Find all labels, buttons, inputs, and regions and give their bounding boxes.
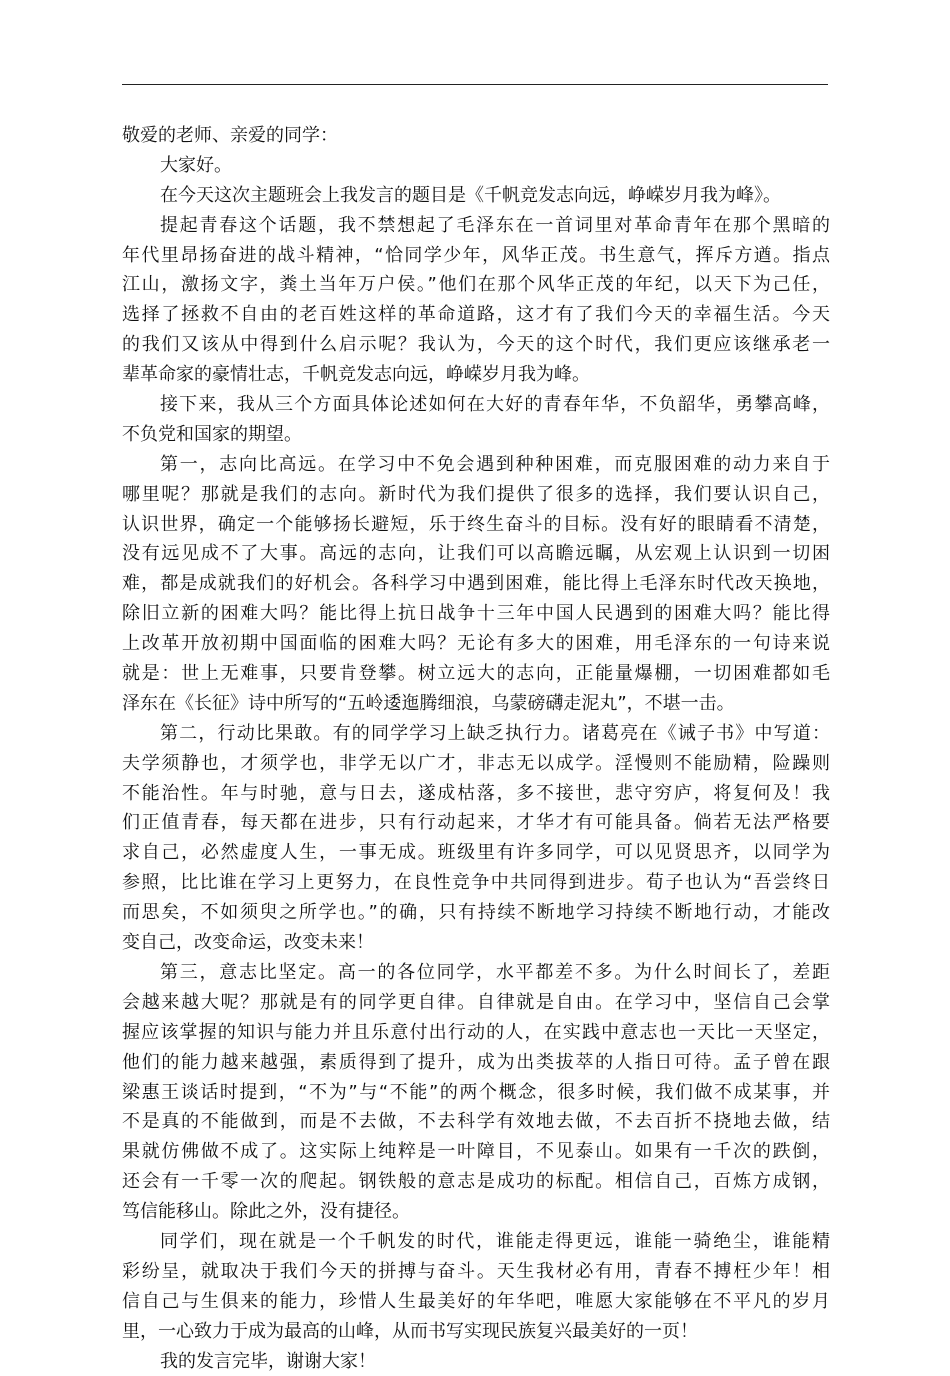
text-line: 第三，意志比坚定。高一的各位同学，水平都差不多。为什么时间长了，差距	[160, 961, 830, 983]
text-line: 会越来越大呢？那就是有的同学更自律。自律就是自由。在学习中，坚信自己会掌	[122, 991, 830, 1013]
text-line: 不负党和国家的期望。	[122, 423, 302, 445]
text-line: 参照，比比谁在学习上更努力，在良性竞争中共同得到进步。荀子也认为“吾尝终日	[122, 872, 830, 894]
text-line: 们正值青春，每天都在进步，只有行动起来，才华才有可能具备。倘若无法严格要	[122, 812, 830, 834]
text-line: 大家好。	[160, 154, 232, 176]
text-line: 我的发言完毕，谢谢大家！	[160, 1350, 376, 1372]
text-line: 夫学须静也，才须学也，非学无以广才，非志无以成学。淫慢则不能励精，险躁则	[122, 752, 830, 774]
text-line: 不是真的不能做到，而是不去做，不去科学有效地去做，不去百折不挠地去做，结	[122, 1111, 830, 1133]
text-line: 他们的能力越来越强，素质得到了提升，成为出类拔萃的人指日可待。孟子曾在跟	[122, 1051, 830, 1073]
text-line: 敬爱的老师、亲爱的同学：	[122, 125, 338, 146]
text-line: 梁惠王谈话时提到，“不为”与“不能”的两个概念，很多时候，我们做不成某事，并	[122, 1081, 830, 1103]
text-line: 接下来，我从三个方面具体论述如何在大好的青春年华，不负韶华，勇攀高峰，	[160, 394, 830, 416]
text-line: 里，一心致力于成为最高的山峰，从而书写实现民族复兴最美好的一页！	[122, 1320, 698, 1342]
text-line: 的我们又该从中得到什么启示呢？我认为，今天的这个时代，我们更应该继承老一	[122, 334, 830, 356]
text-line: 果就仿佛做不成了。这实际上纯粹是一叶障目，不见泰山。如果有一千次的跌倒，	[122, 1141, 830, 1163]
text-line: 提起青春这个话题，我不禁想起了毛泽东在一首词里对革命青年在那个黑暗的	[160, 214, 830, 236]
text-line: 第二，行动比果敢。有的同学学习上缺乏执行力。诸葛亮在《诫子书》中写道：	[160, 722, 830, 744]
text-line: 彩纷呈，就取决于我们今天的拼搏与奋斗。天生我材必有用，青春不搏枉少年！相	[122, 1260, 830, 1282]
text-line: 年代里昂扬奋进的战斗精神，“恰同学少年，风华正茂。书生意气，挥斥方遒。指点	[122, 244, 830, 266]
text-line: 同学们，现在就是一个千帆发的时代，谁能走得更远，谁能一骑绝尘，谁能精	[160, 1230, 830, 1252]
text-line: 不能治性。年与时驰，意与日去，遂成枯落，多不接世，悲守穷庐，将复何及！我	[122, 782, 830, 804]
text-line: 还会有一千零一次的爬起。钢铁般的意志是成功的标配。相信自己，百炼方成钢，	[122, 1171, 830, 1193]
text-line: 而思矣，不如须臾之所学也。”的确，只有持续不断地学习持续不断地行动，才能改	[122, 902, 830, 924]
text-line: 除旧立新的困难大吗？能比得上抗日战争十三年中国人民遇到的困难大吗？能比得	[122, 603, 830, 625]
text-line: 泽东在《长征》诗中所写的“五岭逶迤腾细浪，乌蒙磅礴走泥丸”，不堪一击。	[122, 692, 735, 714]
text-line: 就是：世上无难事，只要肯登攀。树立远大的志向，正能量爆棚，一切困难都如毛	[122, 663, 830, 685]
text-line: 选择了拯救不自由的老百姓这样的革命道路，这才有了我们今天的幸福生活。今天	[122, 304, 830, 326]
text-line: 第一，志向比高远。在学习中不免会遇到种种困难，而克服困难的动力来自于	[160, 453, 830, 475]
text-line: 江山，激扬文字，粪土当年万户侯。”他们在那个风华正茂的年纪，以天下为己任，	[122, 274, 830, 296]
text-line: 求自己，必然虚度人生，一事无成。班级里有许多同学，可以见贤思齐，以同学为	[122, 842, 830, 864]
text-line: 笃信能移山。除此之外，没有捷径。	[122, 1201, 410, 1223]
text-line: 哪里呢？那就是我们的志向。新时代为我们提供了很多的选择，我们要认识自己，	[122, 483, 830, 505]
text-line: 上改革开放初期中国面临的困难大吗？无论有多大的困难，用毛泽东的一句诗来说	[122, 633, 830, 655]
text-line: 在今天这次主题班会上我发言的题目是《千帆竞发志向远，峥嵘岁月我为峰》。	[160, 184, 781, 206]
text-line: 信自己与生俱来的能力，珍惜人生最美好的年华吧，唯愿大家能够在不平凡的岁月	[122, 1290, 830, 1312]
text-line: 辈革命家的豪情壮志，千帆竞发志向远，峥嵘岁月我为峰。	[122, 364, 590, 386]
text-line: 握应该掌握的知识与能力并且乐意付出行动的人，在实践中意志也一天比一天坚定，	[122, 1021, 830, 1043]
text-line: 难，都是成就我们的好机会。各科学习中遇到困难，能比得上毛泽东时代改天换地，	[122, 573, 830, 595]
text-line: 没有远见成不了大事。高远的志向，让我们可以高瞻远瞩，从宏观上认识到一切困	[122, 543, 830, 565]
text-line: 认识世界，确定一个能够扬长避短，乐于终生奋斗的目标。没有好的眼睛看不清楚，	[122, 513, 830, 535]
header-rule	[122, 84, 828, 85]
speech-body	[122, 121, 830, 1376]
text-line: 变自己，改变命运，改变未来！	[122, 932, 374, 954]
